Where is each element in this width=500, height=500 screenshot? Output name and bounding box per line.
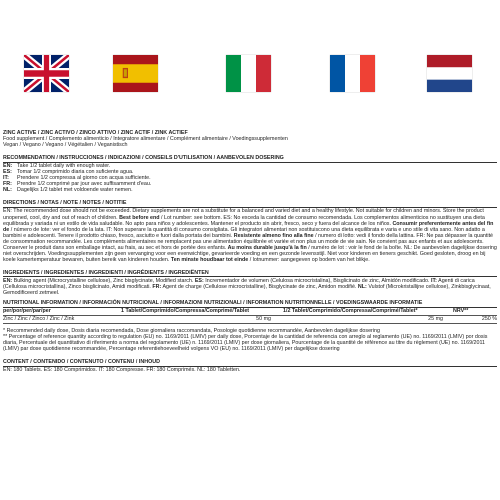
recommendation-line: ES: Tomar 1/2 comprimido diaria con suficiente agua. (3, 169, 134, 176)
product-type: Food supplement / Complemento alimenticio / Integratore alimentare / Complément alimentaire / Voedingssupplementen (3, 136, 288, 143)
nutrition-table-header (3, 308, 497, 314)
nutrition-col-tablet: 1 Tablet/Comprimido/Compressa/Comprimé/Tablet (121, 308, 250, 315)
recommendation-line: EN: Take 1/2 tablet daily with enough water. (3, 163, 111, 170)
nutrition-col-nrv: NRV** (453, 308, 469, 315)
nutrition-heading: NUTRITIONAL INFORMATION / INFORMACIÓN NUTRICIONAL / INFORMAZIONI NUTRIZIONALI / INFORMATION NUTRITIONNELLE / VOEDINGSWAARDE INFORMATIE (3, 300, 423, 307)
content-text: EN: 180 Tablets. ES: 180 Comprimidos. IT: 180 Compresse. FR: 180 Comprimés. NL: 180 Tabletten. (3, 367, 241, 374)
recommendation-line: NL: Dagelijks 1/2 tablet met voldoende water nemen. (3, 187, 133, 194)
nutrition-col-half-tablet: 1/2 Tablet/Comprimido/Compressa/Comprimé/Tablet* (283, 308, 418, 315)
flags-row (0, 55, 500, 100)
directions-text: EN: The recommended dose should not be exceeded. Dietary supplements are not a substitute for a balanced and varied diet and a healthy lifestyle. Not suitable for children and minors. Store the product unopened, cool, dry and out of reach of children. Best before end / Lot number: see bottom. ES: No exceda la cantidad de consumo recomendada. Los complementos alimenticios no sustituyen una dieta equilibrada y variada ni un estilo de vida saludable. No apto para niños y adolescentes. Mantener el producto sin abrir, fresco, seco y fuera del alcance de los niños. Consumir preferentemente antes del fin de / número de lote: ver el fondo de la lata. IT: Non superare la quantità di consumo consigliata. Gli integratori alimentari non sostituiscono una dieta equilibrata e varia e uno stile di vita sano. Non adatto a bambini e adolescenti. Tenere il prodotto chiaso, fresco, asciutto e fuori dalla portata dei bambini. Resistente almeno fino alla fine / numero di lotto: vedi il fondo della lattina. FR: Ne pas dépasser la quantité de consommation recommandée. Les compléments alimentaires ne remplacent pas une alimentation équilibrée et variée et non plus un mode de vie sain. Ne convient pas aux enfants et aux adolescents. Conserver le produit dans son emballage intact, au frais, au sec et hors de portée des enfants. Au moins durable jusqu'à la fin / numéro de lot : voir le fond de la boîte. NL: De aanbevolen dagelijkse dosering niet overschrijden. Voedingssupplementen zijn geen vervanging voor een evenwichtige, gevarieerde voeding en een gezonde levensstijl. Niet voor kinderen en tieners geschikt. Goed gesloten, droog en bij koele kamertemperatuur bewaren, buiten bereik van kinderen houden. Ten minste houdbaar tot einde / lotnummer: aangegeven op bodem van het blikje. (3, 208, 497, 263)
product-title: ZINC ACTIVE / ZINC ACTIVO / ZINCO ATTIVO / ZINC ACTIF / ZINK ACTIEF (3, 130, 188, 136)
uk-flag-icon (24, 55, 69, 92)
nutrition-footnote-1: * Recommended daily dose, Dosis diaria recomendada, Dose giornaliera raccomandata, Posologie quotidienne recommandée, Aanbevolen dagelijkse dosering (3, 328, 380, 335)
product-label (3, 130, 497, 374)
nutrient-per-tablet: 50 mg (256, 316, 271, 323)
recommendation-line: IT: Prendere 1/2 compressa al giorno con acqua sufficiente. (3, 175, 151, 182)
ingredients-text: EN: Bulking agent (Microcrystalline cellulose), Zinc bisglycinate, Modified starch. ES: Incrementador de volumen (Celulosa microcristalina), Bisglicinato de zinc, Almidón modificado. IT: Agenti di carica (Cellulosa microcristallina), Zinco bisglicinato, Amidi modificati. FR: Agent de charge (Cellulose microcristalline), Bisglycinate de zinc, Amidon modifié. NL: Vulstof (Microkristallijne cellulose), Zinkbisglycinaat, Gemodificeerd zetmeel. (3, 277, 491, 297)
nutrition-col-per: per/por/per/par/per (3, 308, 51, 315)
recommendation-heading: RECOMMENDATION / INSTRUCCIONES / INDICAZIONI / CONSEILS D'UTILISATION / AANBEVOLEN DOSERING (3, 155, 284, 162)
recommendation-line: FR: Prendre 1/2 comprimé par jour avec suffisamment d'eau. (3, 181, 152, 188)
product-diet: Vegan / Vegano / Vegano / Végétalien / Veganistisch (3, 142, 128, 149)
netherlands-flag-icon (427, 55, 472, 92)
content-heading: CONTENT / CONTENIDO / CONTENUTO / CONTENU / INHOUD (3, 359, 160, 366)
spain-flag-icon (113, 55, 158, 92)
nutrition-footnote-2: ** Percentage of reference quantity according to regulation (EU) no. 1169/2011 (LMIV) per daily dose, Porcentaje de la cantidad de referencia con arreglo al reglamento (UE) no. 1169/2011 (LMIV) por dosis diaria, Percentuale del quantitativo di riferimento a norma del regolamento (UE) n. 1169/2011 (LMIV) per dose giornaliera, Pourcentage de la quantité de référence au titre du règlement (UE) no. 1169/2011 (LMIV) par dose quotidienne recommandée, Percentage referentiehoeveelheid volgens VO (EU) no. 1169/2011 (LMIV) per dagelijkse dosering (3, 334, 488, 353)
directions-heading: DIRECTIONS / NOTAS / NOTE / NOTES / NOTITIE (3, 200, 127, 207)
italy-flag-icon (226, 55, 271, 92)
table-row (3, 316, 497, 322)
nutrient-nrv: 250 % (481, 316, 497, 323)
france-flag-icon (330, 55, 375, 92)
ingredients-heading: INGREDIENTS / INGREDIENTES / INGREDIENTI / INGRÉDIENTS / INGREDIËNTEN (3, 269, 209, 276)
recommendation-list (3, 163, 497, 193)
nutrient-name: Zinc / Zinc / Zinco / Zinc / Zink (3, 316, 75, 323)
nutrient-per-dose: 25 mg (428, 316, 443, 323)
